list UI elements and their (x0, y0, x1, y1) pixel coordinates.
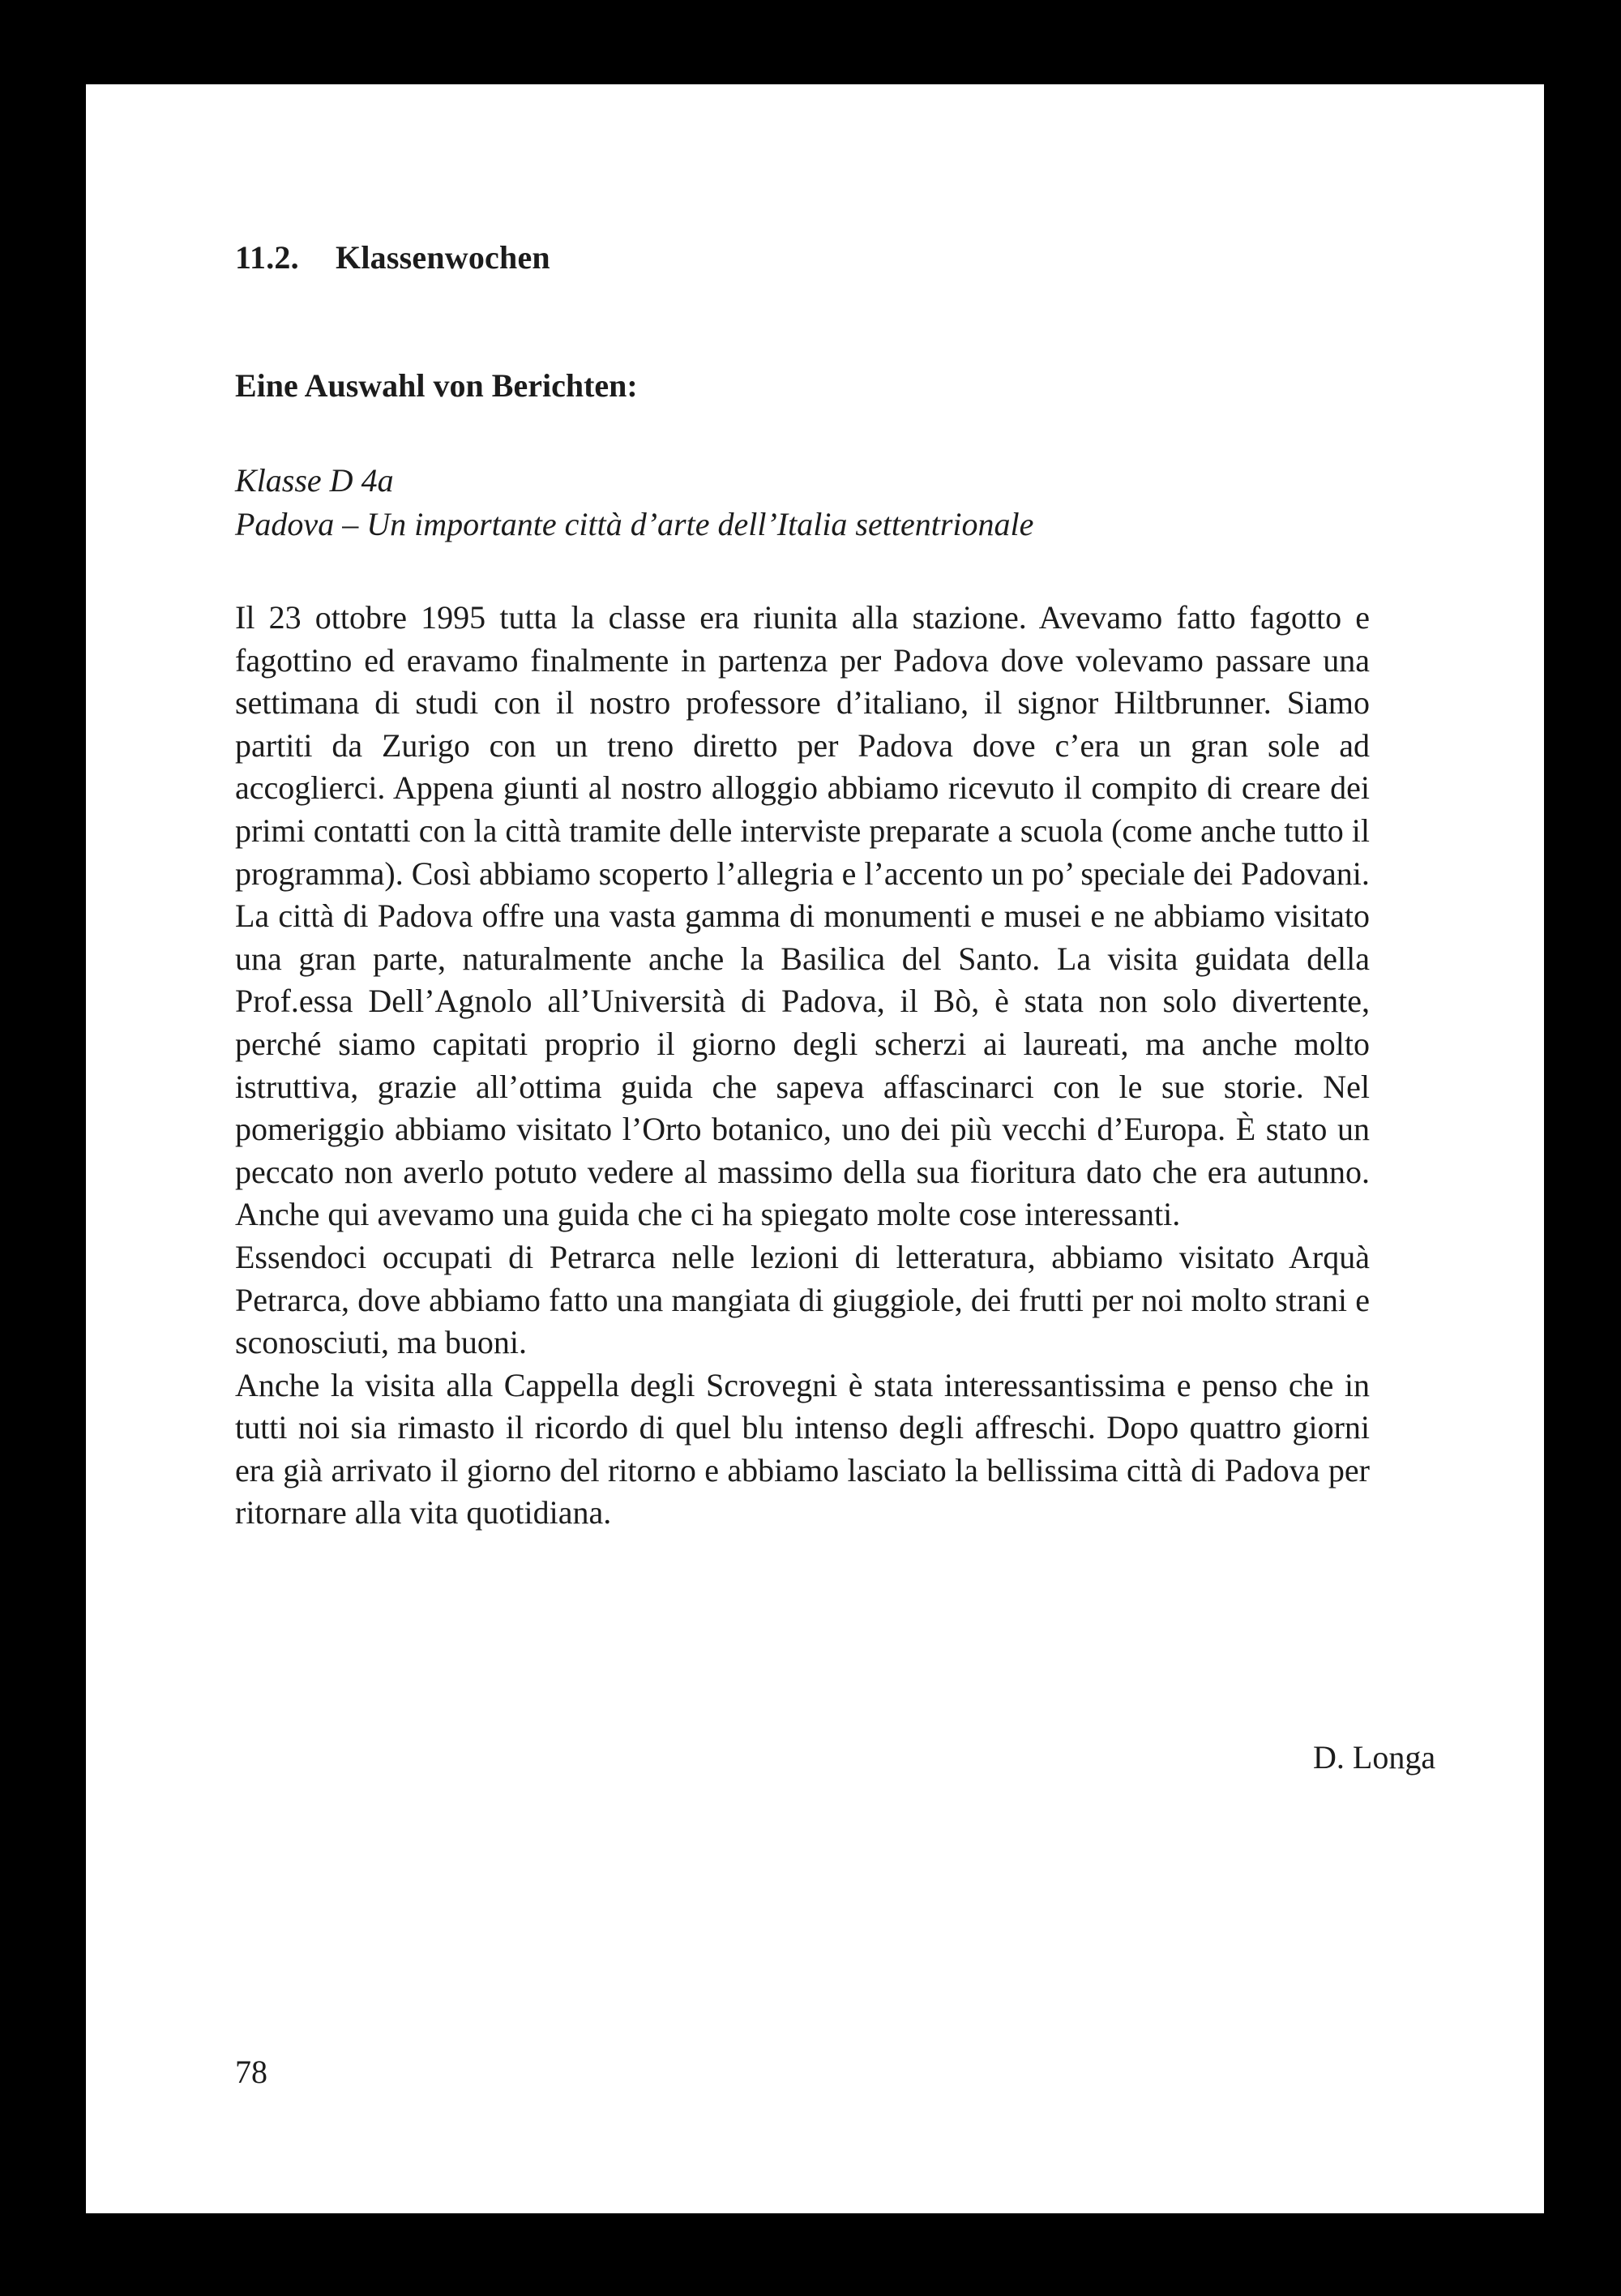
page-number: 78 (235, 2054, 267, 2090)
section-title: Klassenwochen (336, 239, 550, 276)
report-paragraph: Il 23 ottobre 1995 tutta la classe era riunita alla stazione. Avevamo fatto fagotto e fagottino ed eravamo finalmente in partenza per Padova dove volevamo passare una settimana di studi con il nostro professore d’italiano, il signor Hiltbrunner. Siamo partiti da Zurigo con un treno diretto per Padova dove c’era un gran sole ad accoglierci. Appena giunti al nostro alloggio abbiamo ricevuto il compito di creare dei primi contatti con la città tramite delle interviste preparate a scuola (come anche tutto il programma). Così abbiamo scoperto l’allegria e l’accento un po’ speciale dei Padovani. (235, 599, 1370, 892)
report-paragraph: Anche la visita alla Cappella degli Scrovegni è stata interessantissima e penso che in tutti noi sia rimasto il ricordo di quel blu intenso degli affreschi. Dopo quattro giorni era già arrivato il giorno del ritorno e abbiamo lasciato la bellissima città di Padova per ritornare alla vita quotidiana. (235, 1366, 1370, 1531)
section-number: 11.2. (235, 239, 299, 276)
reports-subheading: Eine Auswahl von Berichten: (235, 367, 638, 404)
page-content (235, 238, 1451, 1776)
report-body (235, 597, 1370, 1535)
document-page (86, 84, 1544, 2213)
report-class-label: Klasse D 4a (235, 462, 394, 499)
section-heading (235, 238, 1451, 277)
report-title: Padova – Un importante città d’arte dell’Italia settentrionale (235, 506, 1034, 542)
report-paragraph: Essendoci occupati di Petrarca nelle lezioni di letteratura, abbiamo visitato Arquà Petrarca, dove abbiamo fatto una mangiata di giuggiole, dei frutti per noi molto strani e sconosciuti, ma buoni. (235, 1238, 1370, 1361)
report-paragraph: La città di Padova offre una vasta gamma di monumenti e musei e ne abbiamo visitato una gran parte, naturalmente anche la Basilica del Santo. La visita guidata della Prof.essa Dell’Agnolo all’Università di Padova, il Bò, è stata non solo divertente, perché siamo capitati proprio il giorno degli scherzi ai laureati, ma anche molto istruttiva, grazie all’ottima guida che sapeva affascinarci con le sue storie. Nel pomeriggio abbiamo visitato l’Orto botanico, uno dei più vecchi d’Europa. È stato un peccato non averlo potuto vedere al massimo della sua fioritura dato che era autunno. Anche qui avevamo una guida che ci ha spiegato molte cose interessanti. (235, 897, 1370, 1233)
report-author: D. Longa (1313, 1739, 1436, 1776)
